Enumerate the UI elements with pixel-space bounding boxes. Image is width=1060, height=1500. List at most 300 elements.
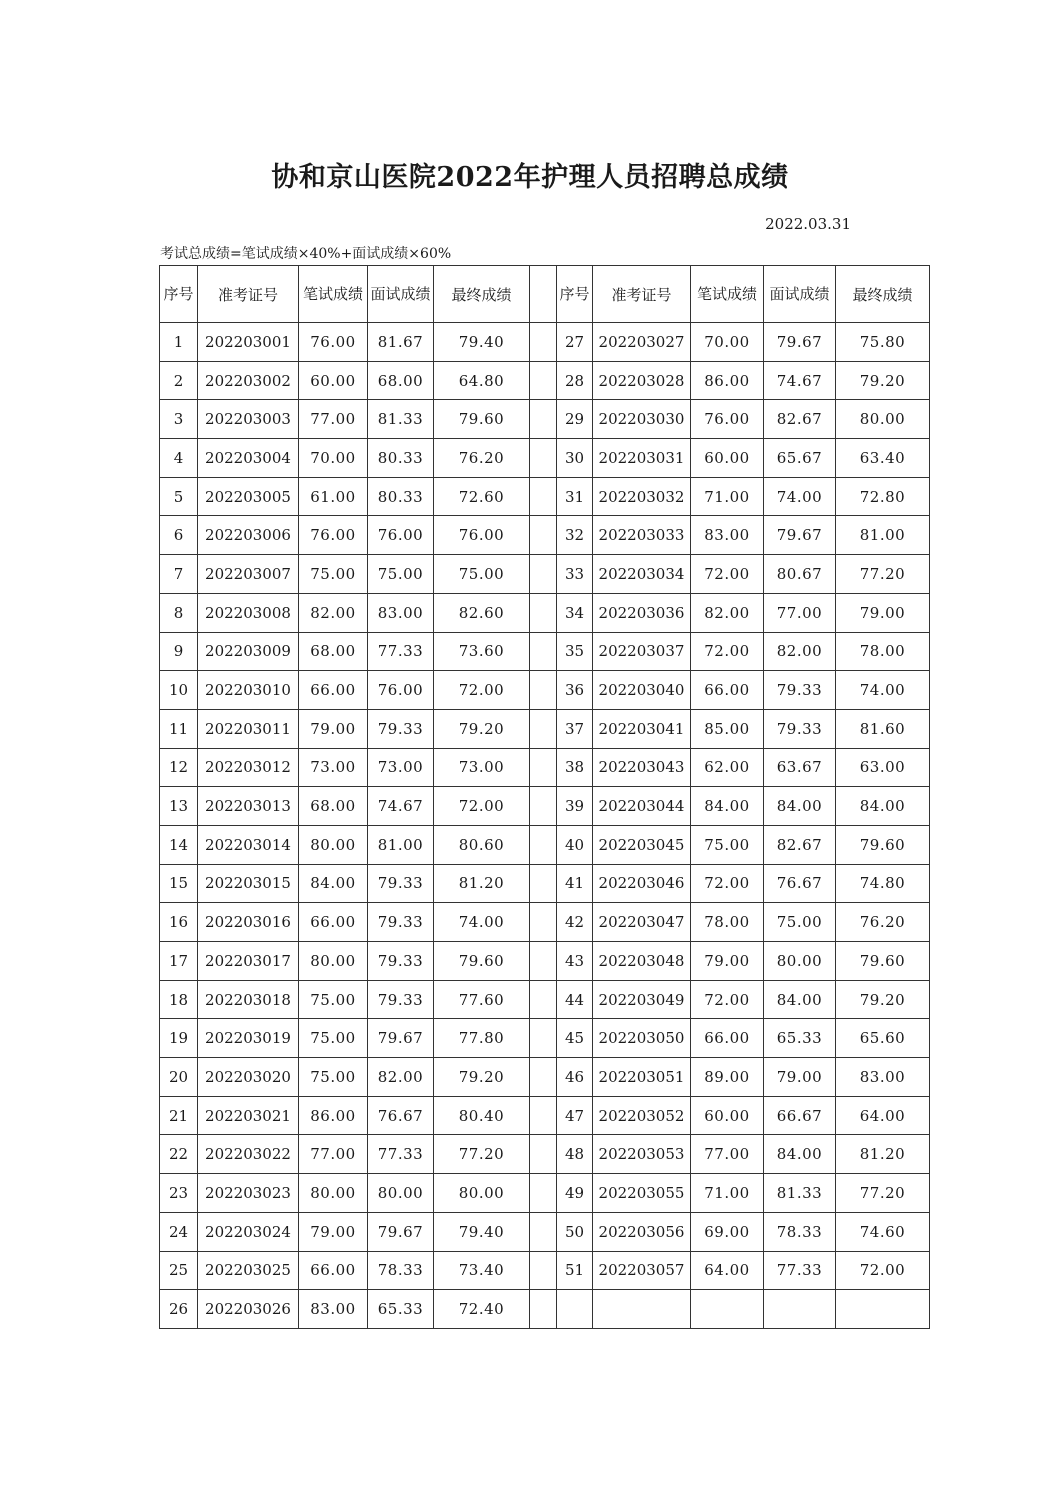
- header-interview: 面试成绩: [764, 266, 836, 323]
- separator-cell: [530, 787, 557, 826]
- cell-interview: 77.33: [368, 1135, 434, 1174]
- cell-written: 66.00: [299, 903, 368, 942]
- cell-written: 66.00: [691, 671, 764, 710]
- header-row: [160, 266, 930, 323]
- separator-cell: [530, 593, 557, 632]
- table-row: [160, 942, 930, 981]
- table-row: [160, 439, 930, 478]
- separator-cell: [530, 439, 557, 478]
- cell-interview: 79.67: [368, 1019, 434, 1058]
- cell-written: 62.00: [691, 748, 764, 787]
- cell-written: 79.00: [299, 709, 368, 748]
- cell-interview: 76.67: [764, 864, 836, 903]
- cell-written: 75.00: [299, 1058, 368, 1097]
- cell-final: 79.20: [836, 361, 930, 400]
- cell-seq: 45: [557, 1019, 593, 1058]
- cell-interview: 79.33: [368, 709, 434, 748]
- cell-interview: [764, 1290, 836, 1329]
- cell-interview: 65.67: [764, 439, 836, 478]
- cell-final: 79.60: [434, 942, 530, 981]
- cell-interview: 79.67: [368, 1212, 434, 1251]
- separator-cell: [530, 825, 557, 864]
- cell-seq: 30: [557, 439, 593, 478]
- cell-written: 72.00: [691, 980, 764, 1019]
- cell-written: 86.00: [691, 361, 764, 400]
- separator-cell: [530, 266, 557, 323]
- separator-cell: [530, 709, 557, 748]
- header-id: 准考证号: [593, 266, 691, 323]
- cell-id: 202203026: [198, 1290, 299, 1329]
- cell-id: 202203001: [198, 323, 299, 362]
- cell-seq: 14: [160, 825, 198, 864]
- cell-final: 80.40: [434, 1096, 530, 1135]
- separator-cell: [530, 1135, 557, 1174]
- table-row: [160, 361, 930, 400]
- table-row: [160, 1135, 930, 1174]
- cell-id: 202203014: [198, 825, 299, 864]
- table-row: [160, 787, 930, 826]
- cell-id: 202203037: [593, 632, 691, 671]
- separator-cell: [530, 1096, 557, 1135]
- cell-id: 202203023: [198, 1174, 299, 1213]
- cell-id: 202203053: [593, 1135, 691, 1174]
- cell-final: 82.60: [434, 593, 530, 632]
- cell-final: 80.00: [836, 400, 930, 439]
- cell-id: 202203050: [593, 1019, 691, 1058]
- cell-interview: 82.67: [764, 400, 836, 439]
- cell-seq: 15: [160, 864, 198, 903]
- cell-final: 74.00: [836, 671, 930, 710]
- cell-final: 74.60: [836, 1212, 930, 1251]
- cell-final: 75.80: [836, 323, 930, 362]
- cell-written: 71.00: [691, 1174, 764, 1213]
- cell-interview: 79.33: [368, 903, 434, 942]
- table-row: [160, 1058, 930, 1097]
- cell-interview: 79.33: [368, 864, 434, 903]
- cell-written: 72.00: [691, 555, 764, 594]
- cell-seq: 10: [160, 671, 198, 710]
- cell-seq: 11: [160, 709, 198, 748]
- cell-id: 202203011: [198, 709, 299, 748]
- cell-final: 77.60: [434, 980, 530, 1019]
- table-row: [160, 323, 930, 362]
- cell-id: 202203044: [593, 787, 691, 826]
- header-interview: 面试成绩: [368, 266, 434, 323]
- cell-final: 77.80: [434, 1019, 530, 1058]
- cell-seq: 31: [557, 477, 593, 516]
- cell-final: 74.80: [836, 864, 930, 903]
- cell-final: 81.20: [836, 1135, 930, 1174]
- cell-final: 83.00: [836, 1058, 930, 1097]
- cell-written: 61.00: [299, 477, 368, 516]
- cell-interview: 76.00: [368, 671, 434, 710]
- cell-seq: 25: [160, 1251, 198, 1290]
- separator-cell: [530, 1019, 557, 1058]
- cell-interview: 84.00: [764, 980, 836, 1019]
- cell-final: 65.60: [836, 1019, 930, 1058]
- cell-interview: 84.00: [764, 1135, 836, 1174]
- cell-seq: 6: [160, 516, 198, 555]
- cell-id: 202203028: [593, 361, 691, 400]
- header-written: 笔试成绩: [691, 266, 764, 323]
- cell-seq: 17: [160, 942, 198, 981]
- scores-body: [160, 323, 930, 1329]
- table-row: [160, 632, 930, 671]
- cell-interview: 79.67: [764, 516, 836, 555]
- cell-final: 77.20: [836, 555, 930, 594]
- table-row: [160, 400, 930, 439]
- cell-written: 78.00: [691, 903, 764, 942]
- cell-id: 202203024: [198, 1212, 299, 1251]
- cell-id: 202203056: [593, 1212, 691, 1251]
- cell-id: 202203052: [593, 1096, 691, 1135]
- cell-written: 83.00: [299, 1290, 368, 1329]
- cell-interview: 68.00: [368, 361, 434, 400]
- cell-id: 202203010: [198, 671, 299, 710]
- cell-seq: 24: [160, 1212, 198, 1251]
- cell-written: 75.00: [299, 980, 368, 1019]
- cell-id: 202203045: [593, 825, 691, 864]
- cell-interview: 81.67: [368, 323, 434, 362]
- header-final: 最终成绩: [836, 266, 930, 323]
- cell-final: 79.40: [434, 1212, 530, 1251]
- cell-seq: 35: [557, 632, 593, 671]
- separator-cell: [530, 1251, 557, 1290]
- separator-cell: [530, 555, 557, 594]
- cell-id: 202203013: [198, 787, 299, 826]
- cell-final: 80.00: [434, 1174, 530, 1213]
- cell-id: 202203004: [198, 439, 299, 478]
- cell-seq: 42: [557, 903, 593, 942]
- cell-id: 202203021: [198, 1096, 299, 1135]
- cell-seq: 3: [160, 400, 198, 439]
- cell-seq: 5: [160, 477, 198, 516]
- separator-cell: [530, 980, 557, 1019]
- cell-final: 77.20: [434, 1135, 530, 1174]
- cell-interview: 79.33: [764, 671, 836, 710]
- cell-seq: 36: [557, 671, 593, 710]
- cell-final: 80.60: [434, 825, 530, 864]
- separator-cell: [530, 1212, 557, 1251]
- header-written: 笔试成绩: [299, 266, 368, 323]
- cell-id: 202203030: [593, 400, 691, 439]
- separator-cell: [530, 942, 557, 981]
- document-date: 2022.03.31: [765, 215, 851, 233]
- cell-interview: 63.67: [764, 748, 836, 787]
- cell-id: 202203019: [198, 1019, 299, 1058]
- cell-interview: 79.67: [764, 323, 836, 362]
- cell-interview: 76.67: [368, 1096, 434, 1135]
- cell-written: 77.00: [691, 1135, 764, 1174]
- cell-final: 64.80: [434, 361, 530, 400]
- cell-id: 202203051: [593, 1058, 691, 1097]
- cell-final: 76.00: [434, 516, 530, 555]
- cell-id: 202203048: [593, 942, 691, 981]
- cell-seq: 16: [160, 903, 198, 942]
- separator-cell: [530, 903, 557, 942]
- cell-id: 202203034: [593, 555, 691, 594]
- cell-seq: 7: [160, 555, 198, 594]
- cell-seq: 50: [557, 1212, 593, 1251]
- cell-written: 69.00: [691, 1212, 764, 1251]
- cell-written: 64.00: [691, 1251, 764, 1290]
- cell-interview: 80.33: [368, 439, 434, 478]
- cell-seq: 26: [160, 1290, 198, 1329]
- cell-id: 202203031: [593, 439, 691, 478]
- cell-seq: 9: [160, 632, 198, 671]
- cell-final: 79.60: [836, 825, 930, 864]
- cell-written: 60.00: [299, 361, 368, 400]
- separator-cell: [530, 671, 557, 710]
- table-row: [160, 1212, 930, 1251]
- cell-final: 79.20: [434, 709, 530, 748]
- cell-id: 202203018: [198, 980, 299, 1019]
- cell-id: 202203047: [593, 903, 691, 942]
- cell-seq: 27: [557, 323, 593, 362]
- table-row: [160, 1251, 930, 1290]
- cell-id: 202203032: [593, 477, 691, 516]
- cell-interview: 82.00: [764, 632, 836, 671]
- cell-id: 202203043: [593, 748, 691, 787]
- cell-final: 74.00: [434, 903, 530, 942]
- page-title: 协和京山医院2022年护理人员招聘总成绩: [271, 162, 789, 193]
- cell-written: [691, 1290, 764, 1329]
- cell-interview: 77.33: [368, 632, 434, 671]
- cell-seq: 32: [557, 516, 593, 555]
- cell-written: 70.00: [299, 439, 368, 478]
- cell-id: 202203007: [198, 555, 299, 594]
- cell-seq: 43: [557, 942, 593, 981]
- separator-cell: [530, 400, 557, 439]
- cell-seq: 18: [160, 980, 198, 1019]
- cell-written: 75.00: [691, 825, 764, 864]
- cell-seq: 8: [160, 593, 198, 632]
- table-row: [160, 980, 930, 1019]
- separator-cell: [530, 1290, 557, 1329]
- cell-interview: 83.00: [368, 593, 434, 632]
- cell-seq: [557, 1290, 593, 1329]
- cell-written: 72.00: [691, 864, 764, 903]
- cell-final: 78.00: [836, 632, 930, 671]
- cell-interview: 75.00: [764, 903, 836, 942]
- table-row: [160, 748, 930, 787]
- cell-final: 79.20: [434, 1058, 530, 1097]
- cell-interview: 80.00: [764, 942, 836, 981]
- cell-seq: 47: [557, 1096, 593, 1135]
- cell-seq: 41: [557, 864, 593, 903]
- cell-interview: 82.67: [764, 825, 836, 864]
- cell-written: 75.00: [299, 555, 368, 594]
- cell-final: 72.60: [434, 477, 530, 516]
- cell-interview: 79.33: [368, 980, 434, 1019]
- cell-written: 68.00: [299, 632, 368, 671]
- cell-final: 76.20: [836, 903, 930, 942]
- cell-interview: 74.00: [764, 477, 836, 516]
- cell-id: 202203027: [593, 323, 691, 362]
- cell-final: 72.00: [434, 787, 530, 826]
- cell-interview: 77.33: [764, 1251, 836, 1290]
- table-row: [160, 1096, 930, 1135]
- table-row: [160, 593, 930, 632]
- cell-final: 84.00: [836, 787, 930, 826]
- cell-written: 83.00: [691, 516, 764, 555]
- cell-interview: 65.33: [764, 1019, 836, 1058]
- cell-id: 202203046: [593, 864, 691, 903]
- cell-written: 60.00: [691, 1096, 764, 1135]
- cell-written: 84.00: [691, 787, 764, 826]
- cell-final: 79.60: [434, 400, 530, 439]
- cell-written: 85.00: [691, 709, 764, 748]
- cell-interview: 74.67: [764, 361, 836, 400]
- header-seq: 序号: [557, 266, 593, 323]
- cell-written: 77.00: [299, 400, 368, 439]
- cell-written: 82.00: [299, 593, 368, 632]
- cell-id: 202203009: [198, 632, 299, 671]
- cell-seq: 28: [557, 361, 593, 400]
- cell-interview: 66.67: [764, 1096, 836, 1135]
- cell-final: 79.20: [836, 980, 930, 1019]
- cell-id: 202203020: [198, 1058, 299, 1097]
- cell-written: 76.00: [691, 400, 764, 439]
- cell-seq: 21: [160, 1096, 198, 1135]
- cell-written: 72.00: [691, 632, 764, 671]
- cell-id: 202203055: [593, 1174, 691, 1213]
- cell-seq: 4: [160, 439, 198, 478]
- cell-written: 66.00: [691, 1019, 764, 1058]
- scores-table: [159, 265, 930, 1329]
- cell-interview: 79.00: [764, 1058, 836, 1097]
- cell-final: 64.00: [836, 1096, 930, 1135]
- cell-interview: 76.00: [368, 516, 434, 555]
- cell-written: 86.00: [299, 1096, 368, 1135]
- cell-id: 202203006: [198, 516, 299, 555]
- cell-seq: 34: [557, 593, 593, 632]
- table-row: [160, 709, 930, 748]
- cell-interview: 79.33: [764, 709, 836, 748]
- cell-seq: 13: [160, 787, 198, 826]
- cell-interview: 80.67: [764, 555, 836, 594]
- cell-interview: 65.33: [368, 1290, 434, 1329]
- cell-seq: 46: [557, 1058, 593, 1097]
- cell-seq: 44: [557, 980, 593, 1019]
- cell-id: 202203022: [198, 1135, 299, 1174]
- cell-interview: 80.33: [368, 477, 434, 516]
- cell-id: [593, 1290, 691, 1329]
- table-row: [160, 1019, 930, 1058]
- cell-seq: 33: [557, 555, 593, 594]
- table-row: [160, 903, 930, 942]
- cell-final: 81.00: [836, 516, 930, 555]
- cell-id: 202203049: [593, 980, 691, 1019]
- table-row: [160, 1174, 930, 1213]
- cell-id: 202203017: [198, 942, 299, 981]
- cell-written: 66.00: [299, 671, 368, 710]
- table-row: [160, 516, 930, 555]
- cell-written: 66.00: [299, 1251, 368, 1290]
- header-seq: 序号: [160, 266, 198, 323]
- cell-interview: 80.00: [368, 1174, 434, 1213]
- separator-cell: [530, 1058, 557, 1097]
- cell-seq: 37: [557, 709, 593, 748]
- cell-id: 202203002: [198, 361, 299, 400]
- cell-interview: 78.33: [368, 1251, 434, 1290]
- cell-id: 202203025: [198, 1251, 299, 1290]
- cell-final: 81.60: [836, 709, 930, 748]
- table-row: [160, 671, 930, 710]
- cell-written: 79.00: [299, 1212, 368, 1251]
- cell-seq: 20: [160, 1058, 198, 1097]
- cell-id: 202203008: [198, 593, 299, 632]
- separator-cell: [530, 1174, 557, 1213]
- cell-seq: 39: [557, 787, 593, 826]
- cell-interview: 81.33: [368, 400, 434, 439]
- cell-id: 202203040: [593, 671, 691, 710]
- separator-cell: [530, 632, 557, 671]
- cell-seq: 23: [160, 1174, 198, 1213]
- cell-final: [836, 1290, 930, 1329]
- cell-written: 77.00: [299, 1135, 368, 1174]
- cell-seq: 49: [557, 1174, 593, 1213]
- cell-written: 79.00: [691, 942, 764, 981]
- cell-written: 80.00: [299, 825, 368, 864]
- cell-final: 73.00: [434, 748, 530, 787]
- cell-id: 202203015: [198, 864, 299, 903]
- cell-written: 70.00: [691, 323, 764, 362]
- separator-cell: [530, 516, 557, 555]
- cell-id: 202203012: [198, 748, 299, 787]
- cell-written: 89.00: [691, 1058, 764, 1097]
- separator-cell: [530, 477, 557, 516]
- cell-id: 202203036: [593, 593, 691, 632]
- cell-interview: 77.00: [764, 593, 836, 632]
- cell-interview: 78.33: [764, 1212, 836, 1251]
- cell-interview: 81.00: [368, 825, 434, 864]
- cell-seq: 51: [557, 1251, 593, 1290]
- cell-final: 72.00: [836, 1251, 930, 1290]
- cell-final: 79.60: [836, 942, 930, 981]
- cell-final: 63.40: [836, 439, 930, 478]
- cell-interview: 82.00: [368, 1058, 434, 1097]
- cell-final: 72.00: [434, 671, 530, 710]
- cell-seq: 12: [160, 748, 198, 787]
- separator-cell: [530, 361, 557, 400]
- cell-written: 76.00: [299, 323, 368, 362]
- separator-cell: [530, 748, 557, 787]
- cell-final: 73.60: [434, 632, 530, 671]
- cell-seq: 2: [160, 361, 198, 400]
- cell-final: 77.20: [836, 1174, 930, 1213]
- table-row: [160, 1290, 930, 1329]
- score-formula: 考试总成绩=笔试成绩×40%+面试成绩×60%: [160, 246, 452, 262]
- cell-seq: 38: [557, 748, 593, 787]
- cell-written: 71.00: [691, 477, 764, 516]
- cell-written: 84.00: [299, 864, 368, 903]
- cell-written: 75.00: [299, 1019, 368, 1058]
- table-row: [160, 555, 930, 594]
- separator-cell: [530, 864, 557, 903]
- cell-final: 75.00: [434, 555, 530, 594]
- cell-written: 68.00: [299, 787, 368, 826]
- cell-written: 60.00: [691, 439, 764, 478]
- cell-interview: 73.00: [368, 748, 434, 787]
- cell-seq: 48: [557, 1135, 593, 1174]
- cell-seq: 19: [160, 1019, 198, 1058]
- cell-interview: 74.67: [368, 787, 434, 826]
- cell-interview: 84.00: [764, 787, 836, 826]
- cell-written: 82.00: [691, 593, 764, 632]
- cell-id: 202203033: [593, 516, 691, 555]
- table-row: [160, 477, 930, 516]
